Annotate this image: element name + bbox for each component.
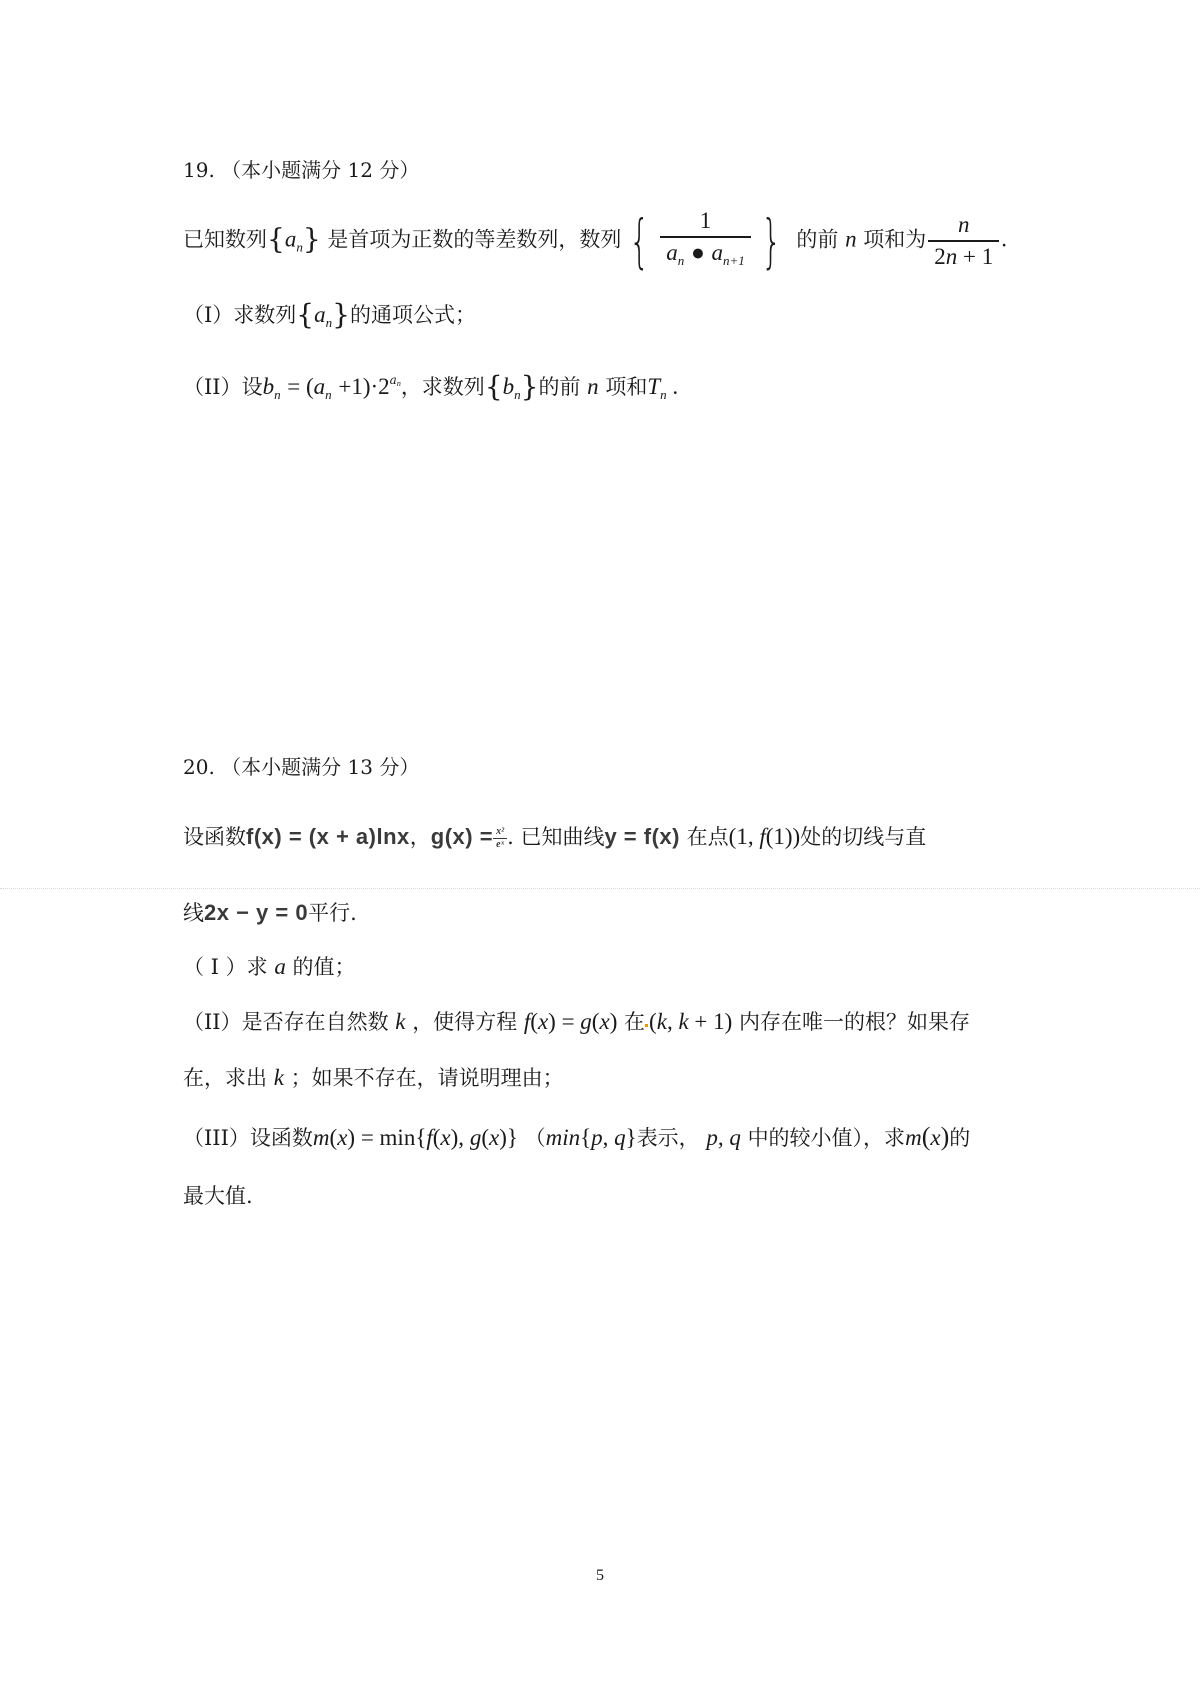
q19-part2: （II）设$b_n = (a_n +1)\cdot 2^{a_n}$，求数列$\{b_n\}$的前 n 项和$T_n$ . [183,370,679,403]
q19-part1-text-2: 的通项公式； [349,303,476,327]
left-brace: { [267,222,285,256]
big-left-brace: { [629,206,650,275]
q19-stem-text-1: 已知数列 [183,227,267,252]
q19-part2-text-1: （II）设 [183,375,263,399]
q20-part2: （II）是否存在自然数 k ，使得方程 f(x) = g(x) 在 (k, k + 1) 内存在唯一的根？如果存 [183,1009,970,1034]
fraction-one-over-product: $\frac{1}{a_n ● a_{n+1}}$ [660,206,751,276]
q20-part2-cont: 在，求出 k ；如果不存在，请说明理由； [183,1065,564,1090]
q20-stem-line2 [183,898,357,928]
q20-part3-text-5: 的 [949,1126,971,1150]
q19-part2-text-2: ，求数列 [400,375,485,399]
q20-part3-text-6: 最大值. [183,1184,253,1208]
q20-part3-text-4: 中的较小值），求 [747,1126,906,1150]
q20-part3-text-1: （III）设函数 [183,1126,313,1150]
q20-part2-text-3: 在 [624,1010,646,1034]
q19-heading-text: 19. （本小题满分 12 分） [183,158,420,182]
q20-line2-text-2: 平行. [308,901,357,925]
q19-stem-text-2: 是首项为正数的等差数列，数列 [327,227,622,252]
q19-part1: （I）求数列$\{a_n\}$的通项公式； [183,298,476,331]
q20-part3: （III）设函数m(x) = min{f(x), g(x)} （min{p, q}表示， p, q 中的较小值），求m(x)的 [183,1122,971,1151]
q19-stem: 已知数列$\{a_n\}$ 是首项为正数的等差数列，数列 { $\frac{1}{a_n ● a_{n+1}}$ } 的前 n 项和为 $\frac{n}{2n + 1}$ . [183,206,1008,275]
q20-part3-text-3: 表示， [636,1126,700,1150]
q20-part2-text-4: 内存在唯一的根？如果存 [738,1010,970,1034]
q20-stem-text-1: 设函数 [183,825,246,849]
page-divider [0,888,1200,889]
right-brace: } [302,222,321,256]
q20-part2-text-5: 在，求出 [183,1066,267,1090]
q20-part1-text-1: （ I ）求 [183,955,268,979]
q19-part2-text-3: 的前 [538,375,581,399]
q20-heading [183,752,419,782]
q20-part2-text-2: ，使得方程 [412,1010,518,1034]
curve-equation: y = f(x) [604,824,680,849]
q20-stem-text-4: 处的切线与直 [800,825,927,849]
q19-stem-text-3: 的前 [796,227,839,252]
q20-part1: （ I ）求 a 的值； [183,954,356,979]
q20-part3-cont [183,1181,253,1211]
q20-heading-text: 20. （本小题满分 13 分） [183,755,420,779]
cursor-mark [645,1024,648,1027]
q20-part3-text-2: （ [524,1126,546,1150]
q20-part2-text-6: ；如果不存在，请说明理由； [290,1066,564,1090]
q19-heading [183,155,419,185]
q20-stem-text-3: 在点 [686,825,729,849]
q20-part2-text-1: （II）是否存在自然数 [183,1010,389,1034]
q20-stem: 设函数f(x) = (x + a)lnx，g(x) = x² eˣ . 已知曲线y = f(x) 在点(1, f(1))处的切线与直 [183,824,927,851]
q20-line2-text-1: 线 [183,901,204,925]
f-definition: f(x) = (x + a)lnx [246,824,410,849]
q20-part1-text-2: 的值； [292,955,356,979]
page-number: 5 [596,1567,604,1584]
big-right-brace: } [761,206,782,275]
q19-part1-text-1: （I）求数列 [183,303,297,327]
line-equation: 2x − y = 0 [204,900,309,925]
q19-part2-text-4: 项和 [605,375,648,399]
g-fraction: x² eˣ [493,827,507,851]
g-label: g(x) = [430,824,494,849]
q20-stem-text-2: 已知曲线 [520,825,605,849]
fraction-n-over-2n-plus-1: $\frac{n}{2n + 1}$ [928,210,999,272]
q19-stem-text-4: 项和为 [863,227,927,252]
